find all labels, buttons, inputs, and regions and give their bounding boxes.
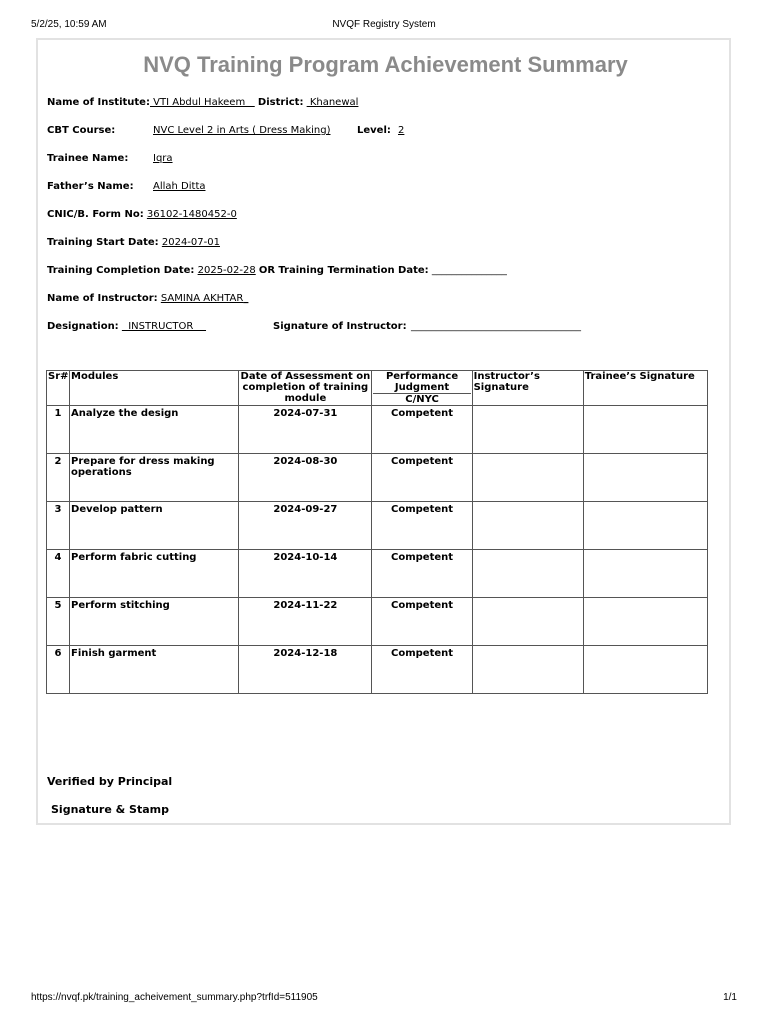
- institute-line: [47, 97, 358, 108]
- cell-performance: Competent: [372, 646, 472, 694]
- course-line: [47, 125, 405, 136]
- instructor-value-tail: _: [243, 293, 249, 304]
- level-label: Level:: [357, 125, 391, 136]
- header-performance-label: Performance Judgment: [385, 371, 459, 393]
- cell-instructor-signature: [472, 454, 583, 502]
- header-performance-sub: C/NYC: [373, 393, 470, 405]
- cell-instructor-signature: [472, 502, 583, 550]
- district-label: District:: [257, 97, 304, 108]
- header-performance: [372, 371, 472, 406]
- or-text: OR: [258, 265, 276, 276]
- cnic-label: CNIC/B. Form No:: [47, 209, 144, 220]
- print-footer: [0, 992, 768, 1006]
- table-row: [47, 646, 708, 694]
- start-date-label: Training Start Date:: [47, 237, 159, 248]
- institute-label: Name of Institute:: [47, 97, 150, 108]
- institute-value: VTI Abdul Hakeem: [149, 97, 255, 108]
- page-number: 1/1: [723, 992, 737, 1003]
- level-value: 2: [398, 125, 405, 136]
- cell-instructor-signature: [472, 550, 583, 598]
- header-modules: Modules: [70, 371, 239, 406]
- cell-assessment-date: 2024-12-18: [239, 646, 372, 694]
- instructor-label: Name of Instructor:: [47, 293, 158, 304]
- trainee-line: [47, 153, 173, 164]
- trainee-label: Trainee Name:: [47, 153, 129, 164]
- print-title: NVQF Registry System: [332, 19, 436, 30]
- signature-and-stamp: Signature & Stamp: [51, 803, 169, 816]
- cell-assessment-date: 2024-10-14: [239, 550, 372, 598]
- cell-performance: Competent: [372, 406, 472, 454]
- designation-label: Designation:: [47, 321, 119, 332]
- start-date-line: [47, 237, 220, 248]
- verified-by-principal: Verified by Principal: [47, 775, 173, 788]
- cell-module: Perform fabric cutting: [70, 550, 239, 598]
- summary-sheet: [36, 38, 731, 825]
- modules-table: [46, 370, 708, 694]
- start-date-value: 2024-07-01: [161, 237, 220, 248]
- father-value: Allah Ditta: [153, 181, 206, 192]
- header-trainee-signature: Trainee’s Signature: [583, 371, 707, 406]
- page-title: NVQ Training Program Achievement Summary: [143, 52, 628, 77]
- cnic-value: 36102-1480452-0: [146, 209, 237, 220]
- cell-trainee-signature: [583, 598, 707, 646]
- designation-line: [47, 321, 581, 332]
- instructor-value: SAMINA AKHTAR: [160, 293, 244, 304]
- instructor-line: [47, 293, 248, 304]
- table-header-row: [47, 371, 708, 406]
- modules-body: [47, 406, 708, 694]
- instructor-signature-line: __________________________________: [411, 321, 581, 332]
- cell-sr: 4: [47, 550, 70, 598]
- print-url: https://nvqf.pk/training_acheivement_summary.php?trfId=511905: [31, 992, 318, 1003]
- cell-instructor-signature: [472, 406, 583, 454]
- table-row: [47, 598, 708, 646]
- cell-sr: 3: [47, 502, 70, 550]
- termination-value: _______________: [431, 265, 507, 276]
- cell-performance: Competent: [372, 502, 472, 550]
- cell-performance: Competent: [372, 598, 472, 646]
- cell-trainee-signature: [583, 646, 707, 694]
- cell-instructor-signature: [472, 598, 583, 646]
- cell-trainee-signature: [583, 406, 707, 454]
- instructor-signature-label: Signature of Instructor:: [273, 321, 407, 332]
- header-assessment-date: Date of Assessment on completion of training module: [240, 371, 371, 404]
- cnic-line: [47, 209, 237, 220]
- father-label: Father’s Name:: [47, 181, 134, 192]
- cell-trainee-signature: [583, 454, 707, 502]
- table-row: [47, 550, 708, 598]
- cell-performance: Competent: [372, 454, 472, 502]
- table-row: [47, 454, 708, 502]
- print-datetime: 5/2/25, 10:59 AM: [31, 19, 107, 30]
- completion-label: Training Completion Date:: [47, 265, 195, 276]
- cell-assessment-date: 2024-11-22: [239, 598, 372, 646]
- cell-sr: 5: [47, 598, 70, 646]
- completion-line: [47, 265, 507, 276]
- cell-module: Analyze the design: [70, 406, 239, 454]
- table-row: [47, 406, 708, 454]
- cell-instructor-signature: [472, 646, 583, 694]
- cell-module: Finish garment: [70, 646, 239, 694]
- cell-module: Prepare for dress making operations: [70, 454, 239, 502]
- cell-sr: 1: [47, 406, 70, 454]
- course-label: CBT Course:: [47, 125, 116, 136]
- cell-trainee-signature: [583, 502, 707, 550]
- cell-assessment-date: 2024-08-30: [239, 454, 372, 502]
- cell-performance: Competent: [372, 550, 472, 598]
- designation-value: INSTRUCTOR: [121, 321, 207, 332]
- termination-label: Training Termination Date:: [278, 265, 429, 276]
- print-header: [0, 19, 768, 33]
- header-instructor-signature: Instructor’s Signature: [472, 371, 583, 406]
- table-row: [47, 502, 708, 550]
- cell-assessment-date: 2024-07-31: [239, 406, 372, 454]
- cell-sr: 2: [47, 454, 70, 502]
- trainee-value: Iqra: [153, 153, 173, 164]
- district-value: Khanewal: [306, 97, 359, 108]
- header-sr: Sr#: [47, 371, 70, 406]
- cell-trainee-signature: [583, 550, 707, 598]
- completion-value: 2025-02-28: [197, 265, 256, 276]
- cell-module: Develop pattern: [70, 502, 239, 550]
- cell-assessment-date: 2024-09-27: [239, 502, 372, 550]
- cell-module: Perform stitching: [70, 598, 239, 646]
- course-value: NVC Level 2 in Arts ( Dress Making): [153, 125, 331, 136]
- cell-sr: 6: [47, 646, 70, 694]
- father-line: [47, 181, 206, 192]
